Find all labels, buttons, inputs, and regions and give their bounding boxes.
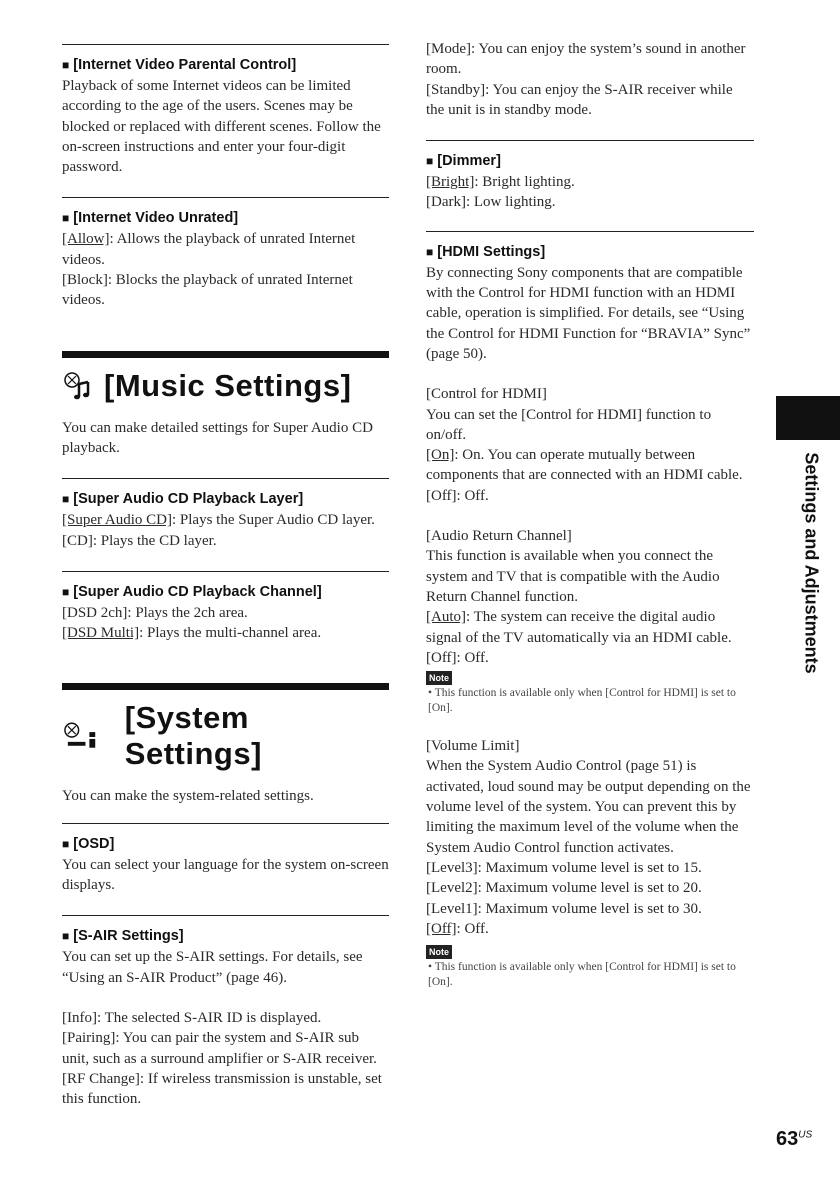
music-settings-intro: You can make detailed settings for Super Audio CD playback.: [62, 419, 373, 456]
control-hdmi-text: You can set the [Control for HDMI] function to on/off.: [426, 406, 712, 443]
divider: [62, 915, 389, 916]
arc-text: This function is available when you connect the system and TV that is compatible with the Audio Return Channel function.: [426, 548, 720, 605]
unrated-heading: ■ [Internet Video Unrated]: [62, 210, 239, 227]
sacd-channel-heading: ■ [Super Audio CD Playback Channel]: [62, 583, 322, 600]
note-badge: Note: [426, 671, 452, 685]
arc-off-option: [Off]: Off.: [426, 649, 489, 666]
sair-text: You can set up the S-AIR settings. For details, see “Using an S-AIR Product” (page 46).: [62, 949, 363, 986]
divider: [62, 197, 389, 198]
system-settings-title: [System Settings]: [62, 700, 389, 772]
arc-title: [Audio Return Channel]: [426, 528, 572, 545]
control-hdmi-on-option: [On]: On. You can operate mutually between components that are connected with an HDMI cable.: [426, 447, 743, 484]
volume-level1-option: [Level1]: Maximum volume level is set to 30.: [426, 900, 702, 917]
divider: [426, 231, 754, 232]
sair-heading: ■ [S-AIR Settings]: [62, 928, 184, 945]
volume-level3-option: [Level3]: Maximum volume level is set to 15.: [426, 859, 702, 876]
volume-off-option: [Off]: Off.: [426, 920, 489, 937]
sair-pairing-option: [Pairing]: You can pair the system and S-AIR sub unit, such as a surround amplifier or S-AIR receiver.: [62, 1030, 377, 1067]
dimmer-bright-option: [Bright]: Bright lighting.: [426, 174, 575, 191]
dsd-2ch-option: [DSD 2ch]: Plays the 2ch area.: [62, 604, 248, 621]
parental-control-heading: ■ [Internet Video Parental Control]: [62, 57, 297, 73]
unrated-allow-option: [Allow]: Allows the playback of unrated Internet videos.: [62, 231, 356, 268]
parental-control-text: Playback of some Internet videos can be limited according to the age of the users. Scenes may be blocked or replaced with different scenes. Follow the on-screen instructions and enter your four-digit password.: [62, 78, 381, 176]
right-column: [426, 32, 754, 990]
music-settings-title: [Music Settings]: [62, 368, 389, 404]
sacd-layer-heading: ■ [Super Audio CD Playback Layer]: [62, 491, 304, 508]
osd-heading: ■ [OSD]: [62, 835, 115, 852]
left-column: [62, 32, 389, 1109]
volume-limit-title: [Volume Limit]: [426, 738, 520, 755]
cd-layer-option: [CD]: Plays the CD layer.: [62, 532, 217, 549]
divider: [62, 571, 389, 572]
sair-info-option: [Info]: The selected S-AIR ID is displayed.: [62, 1009, 322, 1026]
music-settings-icon: [62, 370, 94, 402]
divider: [62, 478, 389, 479]
hdmi-settings-intro: By connecting Sony components that are compatible with the Control for HDMI function with an HDMI cable, operation is simplified. For details, see “Using the Control for HDMI Function for “BRAVIA” Sync” (page 50).: [426, 264, 751, 362]
arc-note: • This function is available only when [Control for HDMI] is set to [On].: [428, 687, 736, 715]
side-section-label: Settings and Adjustments: [801, 452, 822, 674]
system-settings-intro: You can make the system-related settings.: [62, 788, 314, 805]
note-badge: Note: [426, 945, 452, 959]
page-number: $63^{US}$: [776, 1128, 813, 1150]
unrated-block-option: [Block]: Blocks the playback of unrated Internet videos.: [62, 272, 353, 309]
arc-auto-option: [Auto]: The system can receive the digital audio signal of the TV automatically via an HDMI cable.: [426, 609, 732, 646]
section-rule: [62, 351, 389, 358]
section-tab: [776, 396, 840, 440]
control-hdmi-off-option: [Off]: Off.: [426, 487, 489, 504]
volume-limit-text: When the System Audio Control (page 51) is activated, loud sound may be output depending on the volume level of the system. You can prevent this by limiting the maximum level of the volume when the System Audio Control function activates.: [426, 758, 751, 856]
sacd-layer-option: [Super Audio CD]: Plays the Super Audio CD layer.: [62, 512, 375, 529]
volume-note: • This function is available only when [Control for HDMI] is set to [On].: [428, 961, 736, 989]
sair-rf-option: [RF Change]: If wireless transmission is unstable, set this function.: [62, 1070, 382, 1108]
dimmer-heading: ■ [Dimmer]: [426, 153, 501, 170]
system-settings-icon: [62, 720, 115, 752]
osd-text: You can select your language for the system on-screen displays.: [62, 856, 389, 894]
dsd-multi-option: [DSD Multi]: Plays the multi-channel area.: [62, 625, 322, 642]
section-rule: [62, 683, 389, 690]
volume-level2-option: [Level2]: Maximum volume level is set to 20.: [426, 880, 702, 897]
sair-standby-option: [Standby]: You can enjoy the S-AIR receiver while the unit is in standby mode.: [426, 81, 733, 118]
dimmer-dark-option: [Dark]: Low lighting.: [426, 194, 556, 211]
divider: [62, 44, 389, 45]
hdmi-settings-heading: ■ [HDMI Settings]: [426, 243, 546, 260]
control-hdmi-title: [Control for HDMI]: [426, 386, 547, 403]
divider: [426, 140, 754, 141]
divider: [62, 823, 389, 824]
sair-mode-option: [Mode]: You can enjoy the system’s sound in another room.: [426, 41, 746, 78]
